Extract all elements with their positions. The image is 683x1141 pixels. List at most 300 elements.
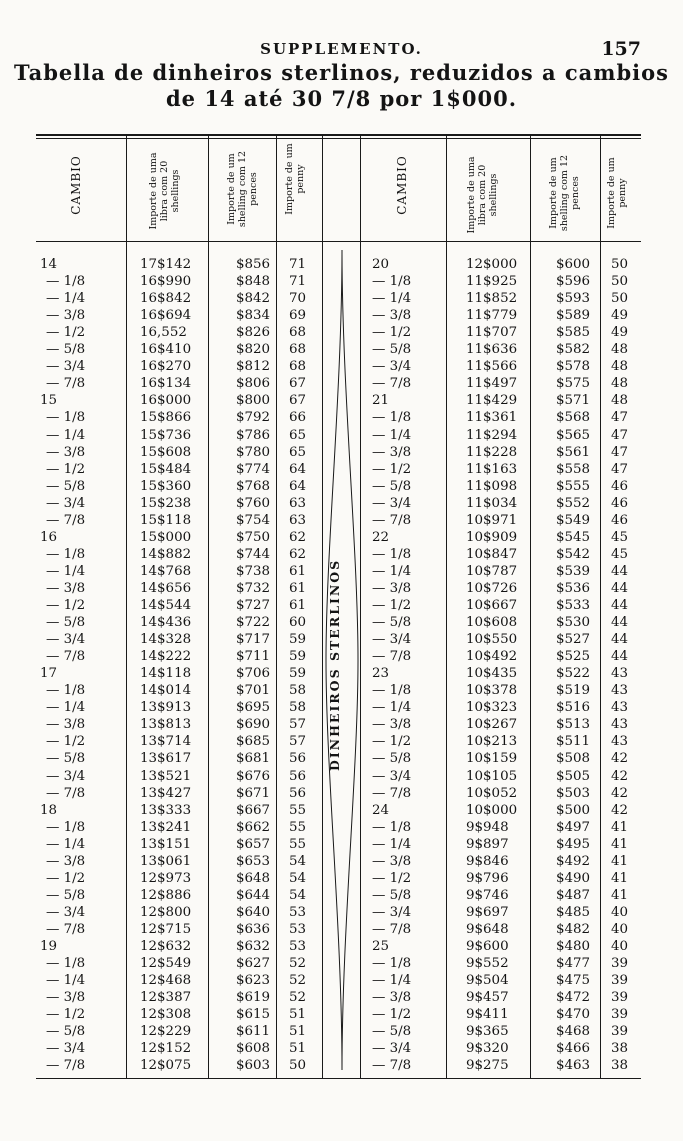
libra-cell: 10$378 xyxy=(466,683,518,699)
libra-cell: 9$552 xyxy=(466,956,509,972)
shelling-cell: $627 xyxy=(236,956,271,972)
cambio-cell: — 7/8 xyxy=(372,785,411,802)
penny-cell: 44 xyxy=(611,598,629,613)
cambio-cell: — 5/8 xyxy=(46,614,85,631)
shelling-cell: $800 xyxy=(236,393,271,409)
libra-cell: 14$222 xyxy=(140,649,192,665)
penny-cell: 56 xyxy=(289,768,307,784)
penny-cell: 60 xyxy=(289,615,307,631)
cambio-cell: — 1/8 xyxy=(372,409,411,426)
libra-cell: 16$694 xyxy=(140,308,192,324)
libra-cell: 16,552 xyxy=(140,325,187,341)
shelling-cell: $582 xyxy=(556,342,591,358)
cambio-cell: 18 xyxy=(40,802,58,818)
penny-cell: 59 xyxy=(289,632,307,648)
shelling-cell: $571 xyxy=(556,393,591,409)
penny-cell: 40 xyxy=(611,939,629,954)
libra-cell: 10$971 xyxy=(466,512,518,528)
cambio-cell: — 1/4 xyxy=(372,972,411,989)
cambio-cell: — 1/4 xyxy=(46,972,85,989)
cambio-cell: — 3/4 xyxy=(46,631,85,648)
libra-cell: 12$886 xyxy=(140,887,192,903)
cambio-cell: — 1/8 xyxy=(46,819,85,836)
libra-cell: 12$549 xyxy=(140,956,192,972)
libra-cell: 9$457 xyxy=(466,990,509,1006)
shelling-cell: $727 xyxy=(236,598,271,613)
penny-cell: 54 xyxy=(289,870,307,886)
libra-cell: 10$909 xyxy=(466,529,518,545)
column-divider xyxy=(276,134,277,1078)
penny-cell: 51 xyxy=(289,1007,307,1023)
cambio-cell: — 3/8 xyxy=(372,444,411,461)
cambio-cell: — 1/4 xyxy=(372,427,411,444)
penny-cell: 55 xyxy=(289,836,307,852)
penny-cell: 53 xyxy=(289,939,307,954)
cambio-cell: — 3/4 xyxy=(372,495,411,512)
shelling-cell: $750 xyxy=(236,529,271,545)
libra-cell: 16$990 xyxy=(140,274,192,290)
penny-cell: 48 xyxy=(611,359,629,375)
cambio-cell: — 3/4 xyxy=(46,904,85,921)
penny-cell: 61 xyxy=(289,563,307,579)
libra-cell: 12$800 xyxy=(140,904,192,920)
cambio-cell: — 1/4 xyxy=(46,427,85,444)
cambio-cell: 24 xyxy=(372,802,390,818)
shelling-cell: $623 xyxy=(236,973,271,989)
penny-cell: 64 xyxy=(289,461,307,477)
penny-cell: 61 xyxy=(289,598,307,613)
libra-cell: 10$667 xyxy=(466,598,518,613)
cambio-cell: — 1/4 xyxy=(46,699,85,716)
penny-cell: 62 xyxy=(289,546,307,562)
shelling-cell: $508 xyxy=(556,751,591,767)
shelling-cell: $812 xyxy=(236,359,271,375)
penny-cell: 48 xyxy=(611,376,629,392)
cambio-cell: — 7/8 xyxy=(372,375,411,392)
libra-cell: 13$061 xyxy=(140,853,192,869)
cambio-cell: — 1/2 xyxy=(372,324,411,341)
shelling-cell: $513 xyxy=(556,717,591,733)
penny-cell: 59 xyxy=(289,666,307,682)
shelling-cell: $561 xyxy=(556,444,591,460)
libra-cell: 11$779 xyxy=(466,308,518,324)
penny-cell: 41 xyxy=(611,870,629,886)
penny-cell: 68 xyxy=(289,325,307,341)
column-header-libra-right: Importe de uma libra com 20 shellings xyxy=(466,156,499,234)
penny-cell: 52 xyxy=(289,990,307,1006)
cambio-cell: — 1/4 xyxy=(46,836,85,853)
libra-cell: 11$228 xyxy=(466,444,518,460)
shelling-cell: $695 xyxy=(236,700,271,716)
cambio-cell: — 5/8 xyxy=(46,1023,85,1040)
penny-cell: 68 xyxy=(289,342,307,358)
cambio-cell: — 7/8 xyxy=(46,1057,85,1074)
penny-cell: 58 xyxy=(289,700,307,716)
libra-cell: 11$429 xyxy=(466,393,518,409)
cambio-cell: — 5/8 xyxy=(46,341,85,358)
cambio-cell: — 5/8 xyxy=(46,887,85,904)
libra-cell: 9$697 xyxy=(466,904,509,920)
penny-cell: 65 xyxy=(289,444,307,460)
penny-cell: 46 xyxy=(611,478,629,494)
libra-cell: 9$275 xyxy=(466,1058,509,1074)
libra-cell: 14$656 xyxy=(140,580,192,596)
shelling-cell: $530 xyxy=(556,615,591,631)
penny-cell: 71 xyxy=(289,274,307,290)
penny-cell: 52 xyxy=(289,973,307,989)
libra-cell: 10$435 xyxy=(466,666,518,682)
shelling-cell: $575 xyxy=(556,376,591,392)
cambio-cell: — 1/2 xyxy=(372,870,411,887)
shelling-cell: $738 xyxy=(236,563,271,579)
shelling-cell: $685 xyxy=(236,734,271,750)
libra-cell: 12$973 xyxy=(140,870,192,886)
cambio-cell: — 7/8 xyxy=(46,921,85,938)
cambio-cell: 15 xyxy=(40,393,58,409)
penny-cell: 52 xyxy=(289,956,307,972)
cambio-cell: — 5/8 xyxy=(372,478,411,495)
penny-cell: 61 xyxy=(289,580,307,596)
cambio-cell: — 1/2 xyxy=(46,870,85,887)
cambio-cell: — 1/8 xyxy=(46,546,85,563)
penny-cell: 70 xyxy=(289,291,307,307)
libra-cell: 14$544 xyxy=(140,598,192,613)
penny-cell: 50 xyxy=(611,291,629,307)
libra-cell: 11$636 xyxy=(466,342,518,358)
libra-cell: 16$410 xyxy=(140,342,192,358)
penny-cell: 39 xyxy=(611,956,629,972)
cambio-cell: — 1/8 xyxy=(372,955,411,972)
penny-cell: 67 xyxy=(289,393,307,409)
penny-cell: 38 xyxy=(611,1058,629,1074)
center-label: DINHEIROS STERLINOS xyxy=(327,558,342,772)
cambio-cell: — 3/8 xyxy=(46,989,85,1006)
table-title-line-1: Tabella de dinheiros sterlinos, reduzidos a cambios xyxy=(14,60,669,85)
shelling-cell: $525 xyxy=(556,649,591,665)
cambio-cell: — 7/8 xyxy=(372,921,411,938)
penny-cell: 56 xyxy=(289,751,307,767)
penny-cell: 38 xyxy=(611,1041,629,1057)
penny-cell: 39 xyxy=(611,990,629,1006)
penny-cell: 64 xyxy=(289,478,307,494)
cambio-cell: — 5/8 xyxy=(372,887,411,904)
penny-cell: 47 xyxy=(611,427,629,443)
cambio-cell: 16 xyxy=(40,529,58,545)
cambio-cell: — 1/8 xyxy=(372,546,411,563)
cambio-cell: — 3/4 xyxy=(372,904,411,921)
libra-cell: 16$000 xyxy=(140,393,192,409)
cambio-cell: — 1/8 xyxy=(372,273,411,290)
penny-cell: 43 xyxy=(611,666,629,682)
penny-cell: 66 xyxy=(289,410,307,426)
libra-cell: 15$484 xyxy=(140,461,192,477)
libra-cell: 13$241 xyxy=(140,819,192,835)
cambio-cell: — 1/4 xyxy=(372,836,411,853)
shelling-cell: $681 xyxy=(236,751,271,767)
shelling-cell: $600 xyxy=(556,257,591,272)
shelling-cell: $792 xyxy=(236,410,271,426)
shelling-cell: $786 xyxy=(236,427,271,443)
libra-cell: 9$746 xyxy=(466,887,509,903)
cambio-cell: — 3/4 xyxy=(372,768,411,785)
shelling-cell: $495 xyxy=(556,836,591,852)
shelling-cell: $671 xyxy=(236,785,271,801)
shelling-cell: $552 xyxy=(556,495,591,511)
shelling-cell: $760 xyxy=(236,495,271,511)
libra-cell: 11$707 xyxy=(466,325,518,341)
libra-cell: 11$098 xyxy=(466,478,518,494)
cambio-cell: — 1/2 xyxy=(46,597,85,614)
shelling-cell: $706 xyxy=(236,666,271,682)
penny-cell: 47 xyxy=(611,444,629,460)
cambio-cell: 14 xyxy=(40,257,58,272)
penny-cell: 44 xyxy=(611,649,629,665)
cambio-cell: — 1/2 xyxy=(46,324,85,341)
column-divider xyxy=(208,134,209,1078)
libra-cell: 15$238 xyxy=(140,495,192,511)
penny-cell: 46 xyxy=(611,495,629,511)
libra-cell: 13$151 xyxy=(140,836,192,852)
libra-cell: 13$813 xyxy=(140,717,192,733)
libra-cell: 14$328 xyxy=(140,632,192,648)
shelling-cell: $497 xyxy=(556,819,591,835)
penny-cell: 42 xyxy=(611,768,629,784)
shelling-cell: $555 xyxy=(556,478,591,494)
shelling-cell: $463 xyxy=(556,1058,591,1074)
cambio-cell: — 7/8 xyxy=(372,648,411,665)
penny-cell: 39 xyxy=(611,1007,629,1023)
shelling-cell: $636 xyxy=(236,921,271,937)
cambio-cell: — 3/8 xyxy=(46,307,85,324)
libra-cell: 13$913 xyxy=(140,700,192,716)
cambio-cell: 22 xyxy=(372,529,390,545)
penny-cell: 43 xyxy=(611,683,629,699)
libra-cell: 12$308 xyxy=(140,1007,192,1023)
shelling-cell: $806 xyxy=(236,376,271,392)
cambio-cell: — 1/8 xyxy=(46,273,85,290)
libra-cell: 11$294 xyxy=(466,427,518,443)
shelling-cell: $774 xyxy=(236,461,271,477)
penny-cell: 62 xyxy=(289,529,307,545)
libra-cell: 10$000 xyxy=(466,802,518,818)
cambio-cell: — 5/8 xyxy=(46,750,85,767)
shelling-cell: $593 xyxy=(556,291,591,307)
penny-cell: 43 xyxy=(611,734,629,750)
penny-cell: 41 xyxy=(611,887,629,903)
penny-cell: 53 xyxy=(289,904,307,920)
cambio-cell: — 3/4 xyxy=(372,1040,411,1057)
libra-cell: 13$617 xyxy=(140,751,192,767)
libra-cell: 15$360 xyxy=(140,478,192,494)
shelling-cell: $468 xyxy=(556,1024,591,1040)
cambio-cell: — 7/8 xyxy=(372,1057,411,1074)
libra-cell: 15$608 xyxy=(140,444,192,460)
cambio-cell: — 3/8 xyxy=(372,989,411,1006)
shelling-cell: $516 xyxy=(556,700,591,716)
libra-cell: 10$323 xyxy=(466,700,518,716)
cambio-cell: — 1/2 xyxy=(372,733,411,750)
libra-cell: 9$846 xyxy=(466,853,509,869)
shelling-cell: $545 xyxy=(556,529,591,545)
penny-cell: 67 xyxy=(289,376,307,392)
cambio-cell: — 1/8 xyxy=(46,682,85,699)
penny-cell: 55 xyxy=(289,802,307,818)
penny-cell: 49 xyxy=(611,325,629,341)
shelling-cell: $619 xyxy=(236,990,271,1006)
column-header-cambio-right: CAMBIO xyxy=(395,155,409,215)
shelling-cell: $676 xyxy=(236,768,271,784)
cambio-cell: — 1/2 xyxy=(372,1006,411,1023)
penny-cell: 40 xyxy=(611,904,629,920)
penny-cell: 53 xyxy=(289,921,307,937)
cambio-cell: — 7/8 xyxy=(46,375,85,392)
shelling-cell: $754 xyxy=(236,512,271,528)
libra-cell: 17$142 xyxy=(140,257,192,272)
shelling-cell: $466 xyxy=(556,1041,591,1057)
cambio-cell: — 3/8 xyxy=(46,444,85,461)
libra-cell: 9$897 xyxy=(466,836,509,852)
cambio-cell: — 5/8 xyxy=(372,750,411,767)
column-header-penny-left: Importe de um penny xyxy=(284,143,306,215)
libra-cell: 10$726 xyxy=(466,580,518,596)
libra-cell: 10$787 xyxy=(466,563,518,579)
shelling-cell: $611 xyxy=(236,1024,271,1040)
cambio-cell: — 1/4 xyxy=(46,290,85,307)
column-divider xyxy=(126,134,127,1078)
penny-cell: 69 xyxy=(289,308,307,324)
shelling-cell: $615 xyxy=(236,1007,271,1023)
libra-cell: 9$411 xyxy=(466,1007,509,1023)
cambio-cell: — 1/8 xyxy=(372,682,411,699)
shelling-cell: $657 xyxy=(236,836,271,852)
shelling-cell: $834 xyxy=(236,308,271,324)
cambio-cell: — 3/4 xyxy=(46,1040,85,1057)
column-header-shelling-right: Importe de um shelling com 12 pences xyxy=(548,154,581,232)
cambio-cell: — 3/4 xyxy=(46,495,85,512)
shelling-cell: $503 xyxy=(556,785,591,801)
shelling-cell: $542 xyxy=(556,546,591,562)
cambio-cell: — 1/2 xyxy=(372,461,411,478)
libra-cell: 10$492 xyxy=(466,649,518,665)
shelling-cell: $472 xyxy=(556,990,591,1006)
shelling-cell: $585 xyxy=(556,325,591,341)
table-title-line-2: de 14 até 30 7/8 por 1$000. xyxy=(165,86,518,111)
shelling-cell: $480 xyxy=(556,939,591,954)
cambio-cell: — 3/4 xyxy=(46,358,85,375)
libra-cell: 10$105 xyxy=(466,768,518,784)
shelling-cell: $856 xyxy=(236,257,271,272)
shelling-cell: $640 xyxy=(236,904,271,920)
cambio-cell: — 5/8 xyxy=(372,341,411,358)
libra-cell: 11$566 xyxy=(466,359,518,375)
penny-cell: 71 xyxy=(289,257,307,272)
libra-cell: 13$521 xyxy=(140,768,192,784)
libra-cell: 14$118 xyxy=(140,666,192,682)
shelling-cell: $487 xyxy=(556,887,591,903)
penny-cell: 58 xyxy=(289,683,307,699)
libra-cell: 14$014 xyxy=(140,683,192,699)
penny-cell: 50 xyxy=(611,257,629,272)
shelling-cell: $717 xyxy=(236,632,271,648)
penny-cell: 42 xyxy=(611,785,629,801)
libra-cell: 15$000 xyxy=(140,529,192,545)
libra-cell: 12$468 xyxy=(140,973,192,989)
shelling-cell: $820 xyxy=(236,342,271,358)
cambio-cell: — 5/8 xyxy=(372,1023,411,1040)
shelling-cell: $701 xyxy=(236,683,271,699)
cambio-cell: — 5/8 xyxy=(46,478,85,495)
libra-cell: 15$866 xyxy=(140,410,192,426)
libra-cell: 16$842 xyxy=(140,291,192,307)
penny-cell: 40 xyxy=(611,921,629,937)
shelling-cell: $475 xyxy=(556,973,591,989)
shelling-cell: $722 xyxy=(236,615,271,631)
shelling-cell: $842 xyxy=(236,291,271,307)
shelling-cell: $492 xyxy=(556,853,591,869)
libra-cell: 12$075 xyxy=(140,1058,192,1074)
bottom-rule xyxy=(36,1078,641,1079)
shelling-cell: $519 xyxy=(556,683,591,699)
libra-cell: 10$267 xyxy=(466,717,518,733)
cambio-cell: — 3/8 xyxy=(372,716,411,733)
cambio-cell: — 1/2 xyxy=(372,597,411,614)
penny-cell: 44 xyxy=(611,580,629,596)
shelling-cell: $536 xyxy=(556,580,591,596)
penny-cell: 45 xyxy=(611,546,629,562)
libra-cell: 12$387 xyxy=(140,990,192,1006)
penny-cell: 43 xyxy=(611,700,629,716)
libra-cell: 13$427 xyxy=(140,785,192,801)
penny-cell: 55 xyxy=(289,819,307,835)
penny-cell: 42 xyxy=(611,802,629,818)
cambio-cell: — 3/4 xyxy=(46,768,85,785)
cambio-cell: — 3/8 xyxy=(46,853,85,870)
penny-cell: 54 xyxy=(289,853,307,869)
shelling-cell: $500 xyxy=(556,802,591,818)
libra-cell: 15$736 xyxy=(140,427,192,443)
shelling-cell: $565 xyxy=(556,427,591,443)
libra-cell: 12$000 xyxy=(466,257,518,272)
cambio-cell: — 1/2 xyxy=(46,461,85,478)
shelling-cell: $690 xyxy=(236,717,271,733)
libra-cell: 9$320 xyxy=(466,1041,509,1057)
libra-cell: 10$847 xyxy=(466,546,518,562)
libra-cell: 11$852 xyxy=(466,291,518,307)
libra-cell: 15$118 xyxy=(140,512,192,528)
libra-cell: 11$034 xyxy=(466,495,518,511)
shelling-cell: $632 xyxy=(236,939,271,954)
libra-cell: 10$608 xyxy=(466,615,518,631)
shelling-cell: $780 xyxy=(236,444,271,460)
penny-cell: 50 xyxy=(611,274,629,290)
cambio-cell: — 1/8 xyxy=(46,409,85,426)
libra-cell: 9$948 xyxy=(466,819,509,835)
column-header-shelling-left: Importe de um shelling com 12 pences xyxy=(226,150,259,228)
libra-cell: 9$504 xyxy=(466,973,509,989)
shelling-cell: $490 xyxy=(556,870,591,886)
penny-cell: 63 xyxy=(289,512,307,528)
penny-cell: 59 xyxy=(289,649,307,665)
libra-cell: 9$648 xyxy=(466,921,509,937)
shelling-cell: $711 xyxy=(236,649,271,665)
cambio-cell: — 3/8 xyxy=(372,580,411,597)
penny-cell: 41 xyxy=(611,836,629,852)
libra-cell: 11$163 xyxy=(466,461,518,477)
libra-cell: 9$600 xyxy=(466,939,509,954)
penny-cell: 49 xyxy=(611,308,629,324)
shelling-cell: $603 xyxy=(236,1058,271,1074)
shelling-cell: $505 xyxy=(556,768,591,784)
